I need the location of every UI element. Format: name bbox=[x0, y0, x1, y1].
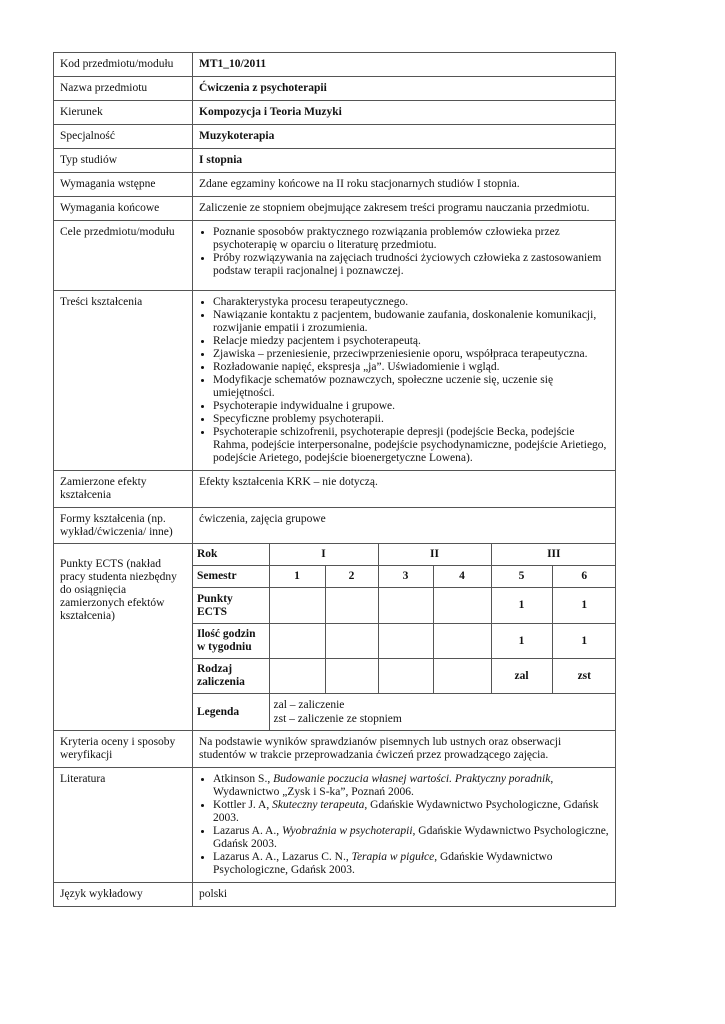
row-efekty bbox=[54, 471, 616, 508]
list-item: • Kottler J. A, Skuteczny terapeuta, Gdańskie Wydawnictwo Psychologiczne, Gdańsk 2003. bbox=[213, 799, 610, 825]
value-kod: MT1_10/2011 bbox=[193, 53, 616, 77]
row-jezyk bbox=[54, 883, 616, 907]
row-formy bbox=[54, 508, 616, 544]
label-jezyk: Język wykładowy bbox=[54, 883, 193, 907]
row-cele bbox=[54, 221, 616, 291]
ects-legenda-value bbox=[269, 694, 616, 731]
value-jezyk: polski bbox=[193, 883, 616, 907]
ects-year: I bbox=[269, 544, 378, 566]
label-specjalnosc: Specjalność bbox=[54, 125, 193, 149]
ects-table bbox=[193, 544, 616, 730]
list-item: • Poznanie sposobów praktycznego rozwiązania problemów człowieka przez psychoterapię w oparciu o literaturę przedmiotu. bbox=[213, 226, 610, 252]
ects-semester: 3 bbox=[378, 566, 433, 588]
label-wymagania-wstepne: Wymagania wstępne bbox=[54, 173, 193, 197]
label-literatura: Literatura bbox=[54, 768, 193, 883]
ects-row-godziny bbox=[193, 624, 616, 659]
row-kierunek bbox=[54, 101, 616, 125]
list-item: • Nawiązanie kontaktu z pacjentem, budowanie zaufania, doskonalenie komunikacji, rozwijanie empatii i zrozumienia. bbox=[213, 309, 610, 335]
row-specjalnosc bbox=[54, 125, 616, 149]
ects-cell bbox=[433, 588, 491, 624]
ects-cell: zal bbox=[491, 659, 552, 694]
value-nazwa: Ćwiczenia z psychoterapii bbox=[193, 77, 616, 101]
ects-cell: 1 bbox=[491, 588, 552, 624]
value-typ: I stopnia bbox=[193, 149, 616, 173]
value-cele bbox=[193, 221, 616, 291]
value-wymagania-wstepne: Zdane egzaminy końcowe na II roku stacjonarnych studiów I stopnia. bbox=[193, 173, 616, 197]
value-ects bbox=[193, 544, 616, 731]
list-item: • Lazarus A. A., Wyobraźnia w psychoterapii, Gdańskie Wydawnictwo Psychologiczne, Gdańsk 2003. bbox=[213, 825, 610, 851]
list-item: • Psychoterapie schizofrenii, psychoterapie depresji (podejście Becka, podejście Rahma, podejście interpersonalne, podejście psychodynamiczne, podejście Arietiego, podejście Arietego, podejście bioenergetyczne Lowena). bbox=[213, 426, 610, 465]
row-ects bbox=[54, 544, 616, 731]
literatura-list bbox=[199, 773, 610, 877]
row-kod bbox=[54, 53, 616, 77]
label-tresci: Treści kształcenia bbox=[54, 291, 193, 471]
label-cele: Cele przedmiotu/modułu bbox=[54, 221, 193, 291]
row-typ bbox=[54, 149, 616, 173]
list-item: • Atkinson S., Budowanie poczucia własnej wartości. Praktyczny poradnik, Wydawnictwo „Zysk i S-ka”, Poznań 2006. bbox=[213, 773, 610, 799]
ects-year: III bbox=[491, 544, 616, 566]
list-item: • Zjawiska – przeniesienie, przeciwprzeniesienie oporu, współpraca terapeutyczna. bbox=[213, 348, 610, 361]
label-typ: Typ studiów bbox=[54, 149, 193, 173]
ects-cell: 1 bbox=[552, 624, 616, 659]
ects-punkty-label: Punkty ECTS bbox=[193, 588, 269, 624]
label-formy: Formy kształcenia (np. wykład/ćwiczenia/ inne) bbox=[54, 508, 193, 544]
legenda-zst: zst – zaliczenie ze stopniem bbox=[273, 713, 402, 725]
value-literatura bbox=[193, 768, 616, 883]
list-item: • Charakterystyka procesu terapeutycznego. bbox=[213, 296, 610, 309]
ects-cell bbox=[325, 659, 378, 694]
ects-cell bbox=[433, 659, 491, 694]
value-kierunek: Kompozycja i Teoria Muzyki bbox=[193, 101, 616, 125]
label-ects: Punkty ECTS (nakład pracy studenta niezbędny do osiągnięcia zamierzonych efektów kształcenia) bbox=[54, 544, 193, 731]
legenda-zal: zal – zaliczenie bbox=[273, 699, 345, 711]
ects-row-rodzaj bbox=[193, 659, 616, 694]
value-specjalnosc: Muzykoterapia bbox=[193, 125, 616, 149]
row-tresci bbox=[54, 291, 616, 471]
list-item: • Psychoterapie indywidualne i grupowe. bbox=[213, 400, 610, 413]
ects-row-semestr bbox=[193, 566, 616, 588]
ects-rodzaj-label: Rodzaj zaliczenia bbox=[193, 659, 269, 694]
list-item: • Próby rozwiązywania na zajęciach trudności życiowych człowieka z zastosowaniem podstaw terapii racjonalnej i poznawczej. bbox=[213, 252, 610, 278]
ects-semestr-label: Semestr bbox=[193, 566, 269, 588]
ects-cell: zst bbox=[552, 659, 616, 694]
list-item: • Specyficzne problemy psychoterapii. bbox=[213, 413, 610, 426]
ects-semester: 5 bbox=[491, 566, 552, 588]
ects-row-rok bbox=[193, 544, 616, 566]
ects-semester: 1 bbox=[269, 566, 325, 588]
ects-cell bbox=[433, 624, 491, 659]
row-literatura bbox=[54, 768, 616, 883]
ects-cell: 1 bbox=[552, 588, 616, 624]
label-kierunek: Kierunek bbox=[54, 101, 193, 125]
ects-legenda-label: Legenda bbox=[193, 694, 269, 731]
value-kryteria: Na podstawie wyników sprawdzianów pisemnych lub ustnych oraz obserwacji studentów w trakcie przeprowadzania ćwiczeń przez prowadzącego zajęcia. bbox=[193, 731, 616, 768]
ects-cell bbox=[325, 588, 378, 624]
row-nazwa bbox=[54, 77, 616, 101]
list-item: • Modyfikacje schematów poznawczych, społeczne uczenie się, uczenie się umiejętności. bbox=[213, 374, 610, 400]
row-kryteria bbox=[54, 731, 616, 768]
ects-semester: 6 bbox=[552, 566, 616, 588]
label-kryteria: Kryteria oceny i sposoby weryfikacji bbox=[54, 731, 193, 768]
label-efekty: Zamierzone efekty kształcenia bbox=[54, 471, 193, 508]
ects-cell bbox=[269, 588, 325, 624]
value-wymagania-koncowe: Zaliczenie ze stopniem obejmujące zakresem treści programu nauczania przedmiotu. bbox=[193, 197, 616, 221]
list-item: • Lazarus A. A., Lazarus C. N., Terapia w pigułce, Gdańskie Wydawnictwo Psychologiczne, Gdańsk 2003. bbox=[213, 851, 610, 877]
ects-semester: 4 bbox=[433, 566, 491, 588]
row-wymagania-koncowe bbox=[54, 197, 616, 221]
ects-semester: 2 bbox=[325, 566, 378, 588]
list-item: • Rozładowanie napięć, ekspresja „ja”. Uświadomienie i wgląd. bbox=[213, 361, 610, 374]
ects-godziny-label: Ilość godzin w tygodniu bbox=[193, 624, 269, 659]
label-wymagania-koncowe: Wymagania końcowe bbox=[54, 197, 193, 221]
ects-cell bbox=[378, 624, 433, 659]
course-table bbox=[53, 52, 616, 907]
ects-cell bbox=[325, 624, 378, 659]
ects-cell bbox=[269, 659, 325, 694]
cele-list bbox=[199, 226, 610, 278]
ects-row-punkty bbox=[193, 588, 616, 624]
ects-rok-label: Rok bbox=[193, 544, 269, 566]
course-card bbox=[53, 52, 615, 907]
value-tresci bbox=[193, 291, 616, 471]
ects-cell: 1 bbox=[491, 624, 552, 659]
list-item: • Relacje miedzy pacjentem i psychoterapeutą. bbox=[213, 335, 610, 348]
ects-cell bbox=[378, 659, 433, 694]
value-formy: ćwiczenia, zajęcia grupowe bbox=[193, 508, 616, 544]
label-kod: Kod przedmiotu/modułu bbox=[54, 53, 193, 77]
row-wymagania-wstepne bbox=[54, 173, 616, 197]
label-nazwa: Nazwa przedmiotu bbox=[54, 77, 193, 101]
ects-year: II bbox=[378, 544, 491, 566]
value-efekty: Efekty kształcenia KRK – nie dotyczą. bbox=[193, 471, 616, 508]
ects-row-legenda bbox=[193, 694, 616, 731]
ects-cell bbox=[378, 588, 433, 624]
tresci-list bbox=[199, 296, 610, 465]
ects-cell bbox=[269, 624, 325, 659]
